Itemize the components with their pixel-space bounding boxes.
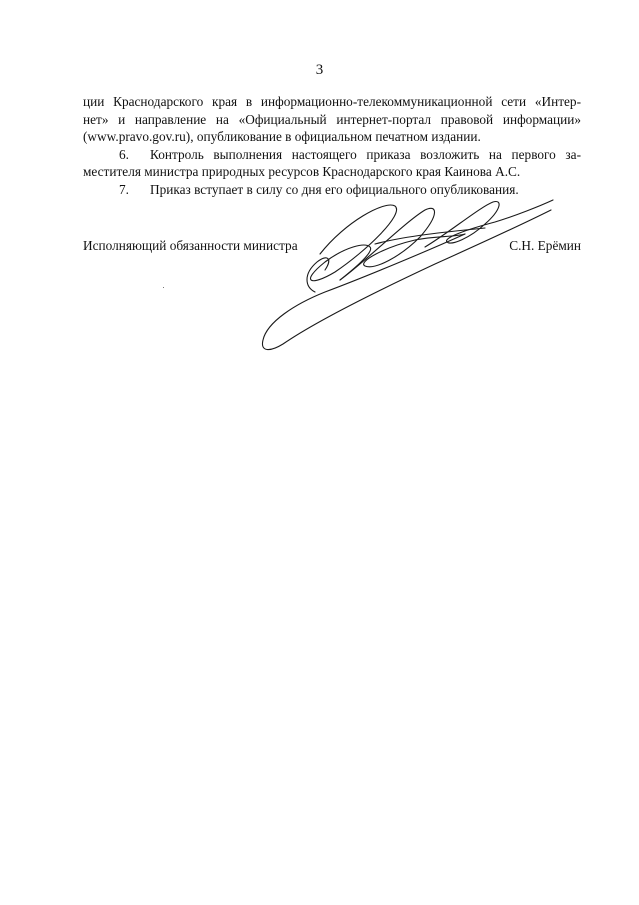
- paragraph-6-number: 6.: [119, 146, 129, 162]
- paragraph-6-line-2: местителя министра природных ресурсов Краснодарского края Каинова А.С.: [83, 164, 521, 179]
- handwritten-signature: [255, 192, 560, 357]
- paragraph-5-line-2: нет» и направление на «Официальный интернет-портал правовой информации»: [83, 111, 581, 127]
- signatory-name: С.Н. Ерёмин: [509, 238, 581, 253]
- paragraph-6-line-1: [83, 146, 581, 164]
- paragraph-5-line-3: (www.pravo.gov.ru), опубликование в официальном печатном издании.: [83, 129, 481, 144]
- signatory-position: Исполняющий обязанности министра: [83, 238, 298, 253]
- scan-speck: [163, 287, 164, 288]
- paragraph-5-line-1: ции Краснодарского края в информационно-телекоммуникационной сети «Интер-: [83, 94, 581, 109]
- document-body: [83, 93, 581, 198]
- paragraph-6-text-1: Контроль выполнения настоящего приказа возложить на первого за-: [150, 146, 581, 162]
- paragraph-7-number: 7.: [119, 181, 129, 197]
- paragraph-7-text: Приказ вступает в силу со дня его официального опубликования.: [150, 181, 519, 197]
- page-number: 3: [315, 62, 324, 78]
